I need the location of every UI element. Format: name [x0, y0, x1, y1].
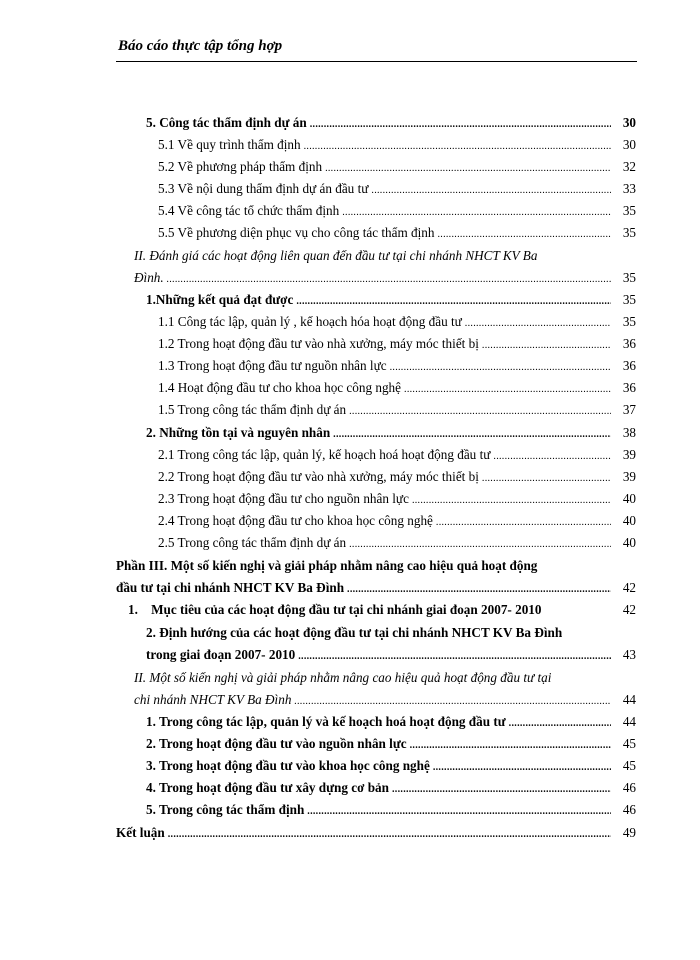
dot-leader	[333, 429, 611, 440]
page-number: 39	[622, 447, 636, 462]
page-number: 35	[622, 270, 636, 285]
toc-entry-line1[interactable]: II. Đánh giá các hoạt động liên quan đến đầu tư tại chi nhánh NHCT KV Ba	[134, 248, 538, 263]
toc-entry[interactable]: 2.2 Trong hoạt động đầu tư vào nhà xưởng, máy móc thiết bị ..... 39	[158, 469, 636, 485]
dot-leader	[392, 784, 611, 795]
dot-leader	[509, 718, 611, 729]
toc-entry[interactable]: 2. Trong hoạt động đầu tư vào nguồn nhân lực ..... 45	[146, 736, 636, 752]
page-number: 44	[622, 714, 636, 729]
toc-entry[interactable]: 2. Những tồn tại và nguyên nhân ..... 38	[146, 425, 636, 441]
dot-leader	[433, 762, 611, 773]
dot-leader	[436, 517, 611, 528]
page-number: 42	[622, 580, 636, 595]
page-number: 46	[622, 780, 636, 795]
dot-leader	[347, 584, 611, 595]
dot-leader	[349, 539, 611, 550]
page-number: 30	[622, 115, 636, 130]
dot-leader	[342, 207, 611, 218]
toc-entry[interactable]: 5.4 Về công tác tổ chức thẩm định ..... 35	[158, 203, 636, 219]
toc-entry[interactable]: 2.1 Trong công tác lập, quản lý, kế hoạch hoá hoạt động đầu tư ..... 39	[158, 447, 636, 463]
page-number: 36	[622, 358, 636, 373]
page-number: 46	[622, 802, 636, 817]
toc-entry[interactable]: 1.2 Trong hoạt động đầu tư vào nhà xưởng, máy móc thiết bị ..... 36	[158, 336, 636, 352]
dot-leader	[412, 495, 611, 506]
page-number: 35	[622, 203, 636, 218]
toc-entry[interactable]: 1. Mục tiêu của các hoạt động đầu tư tại chi nhánh giai đoạn 2007- 2010 42	[128, 602, 636, 617]
dot-leader	[437, 229, 611, 240]
dot-leader	[371, 185, 611, 196]
page-number: 35	[622, 292, 636, 307]
dot-leader	[404, 384, 611, 395]
toc-entry-line1[interactable]: Phần III. Một số kiến nghị và giải pháp nhằm nâng cao hiệu quả hoạt động	[116, 558, 538, 573]
toc-entry[interactable]: 1.Những kết quả đạt được ..... 35	[146, 292, 636, 308]
toc-entry[interactable]: 5. Trong công tác thẩm định ..... 46	[146, 802, 636, 818]
page-number: 37	[622, 402, 636, 417]
toc-entry[interactable]: 1.1 Công tác lập, quản lý , kế hoạch hóa hoạt động đầu tư ..... 35	[158, 314, 636, 330]
toc-entry[interactable]: 1.5 Trong công tác thẩm định dự án ..... 37	[158, 402, 636, 418]
page-number: 40	[622, 535, 636, 550]
dot-leader	[296, 296, 611, 307]
dot-leader	[307, 806, 611, 817]
toc-entry[interactable]: 1. Trong công tác lập, quản lý và kế hoạch hoá hoạt động đầu tư ..... 44	[146, 714, 636, 730]
page-number: 38	[622, 425, 636, 440]
page-number: 45	[622, 758, 636, 773]
dot-leader	[482, 473, 611, 484]
page-number: 36	[622, 336, 636, 351]
toc-entry[interactable]: đầu tư tại chi nhánh NHCT KV Ba Đình ..... 42	[116, 580, 636, 596]
toc-entry[interactable]: chi nhánh NHCT KV Ba Đình ..... 44	[134, 692, 636, 708]
toc-entry[interactable]: Đình. ..... 35	[134, 270, 636, 286]
toc-entry[interactable]: 5.5 Về phương diện phục vụ cho công tác thẩm định ..... 35	[158, 225, 636, 241]
dot-leader	[390, 362, 611, 373]
page-number: 44	[622, 692, 636, 707]
page-number: 42	[622, 602, 636, 617]
page-number: 35	[622, 314, 636, 329]
page-number: 35	[622, 225, 636, 240]
toc-entry[interactable]: 2.5 Trong công tác thẩm định dự án ..... 40	[158, 535, 636, 551]
dot-leader	[167, 274, 611, 285]
page-number: 36	[622, 380, 636, 395]
toc-entry-line1[interactable]: 2. Định hướng của các hoạt động đầu tư tại chi nhánh NHCT KV Ba Đình	[146, 625, 563, 640]
document-header-title: Báo cáo thực tập tổng hợp	[118, 38, 283, 54]
toc-entry[interactable]: trong giai đoạn 2007- 2010 ..... 43	[146, 647, 636, 663]
page-number: 32	[622, 159, 636, 174]
dot-leader	[325, 163, 611, 174]
page-number: 40	[622, 491, 636, 506]
toc-entry[interactable]: 5.1 Về quy trình thẩm định ..... 30	[158, 137, 636, 153]
toc-entry[interactable]: 1.4 Hoạt động đầu tư cho khoa học công nghệ ..... 36	[158, 380, 636, 396]
page-number: 49	[622, 825, 636, 840]
page-number: 39	[622, 469, 636, 484]
page-number: 33	[622, 181, 636, 196]
toc-entry[interactable]: 5.2 Về phương pháp thẩm định ..... 32	[158, 159, 636, 175]
toc-entry[interactable]: 4. Trong hoạt động đầu tư xây dựng cơ bản ..... 46	[146, 780, 636, 796]
toc-entry[interactable]: 1.3 Trong hoạt động đầu tư nguồn nhân lực ..... 36	[158, 358, 636, 374]
toc-entry-line1[interactable]: II. Một số kiến nghị và giải pháp nhằm nâng cao hiệu quả hoạt động đầu tư tại	[134, 670, 552, 685]
toc-entry[interactable]: 5. Công tác thẩm định dự án ..... 30	[146, 115, 636, 131]
toc-entry[interactable]: 2.3 Trong hoạt động đầu tư cho nguồn nhân lực ..... 40	[158, 491, 636, 507]
page-number: 30	[622, 137, 636, 152]
dot-leader	[482, 340, 611, 351]
dot-leader	[465, 318, 611, 329]
dot-leader	[410, 740, 611, 751]
dot-leader	[349, 406, 611, 417]
toc-entry[interactable]: 2.4 Trong hoạt động đầu tư cho khoa học công nghệ ..... 40	[158, 513, 636, 529]
dot-leader	[304, 141, 611, 152]
toc-entry[interactable]: 5.3 Về nội dung thẩm định dự án đầu tư ..... 33	[158, 181, 636, 197]
dot-leader	[310, 119, 611, 130]
page-number: 43	[622, 647, 636, 662]
dot-leader	[294, 696, 611, 707]
toc-entry[interactable]: Kết luận ..... 49	[116, 825, 636, 841]
dot-leader	[298, 651, 611, 662]
page-number: 40	[622, 513, 636, 528]
dot-leader	[168, 829, 611, 840]
toc-entry[interactable]: 3. Trong hoạt động đầu tư vào khoa học công nghệ ..... 45	[146, 758, 636, 774]
page-number: 45	[622, 736, 636, 751]
dot-leader	[493, 451, 611, 462]
